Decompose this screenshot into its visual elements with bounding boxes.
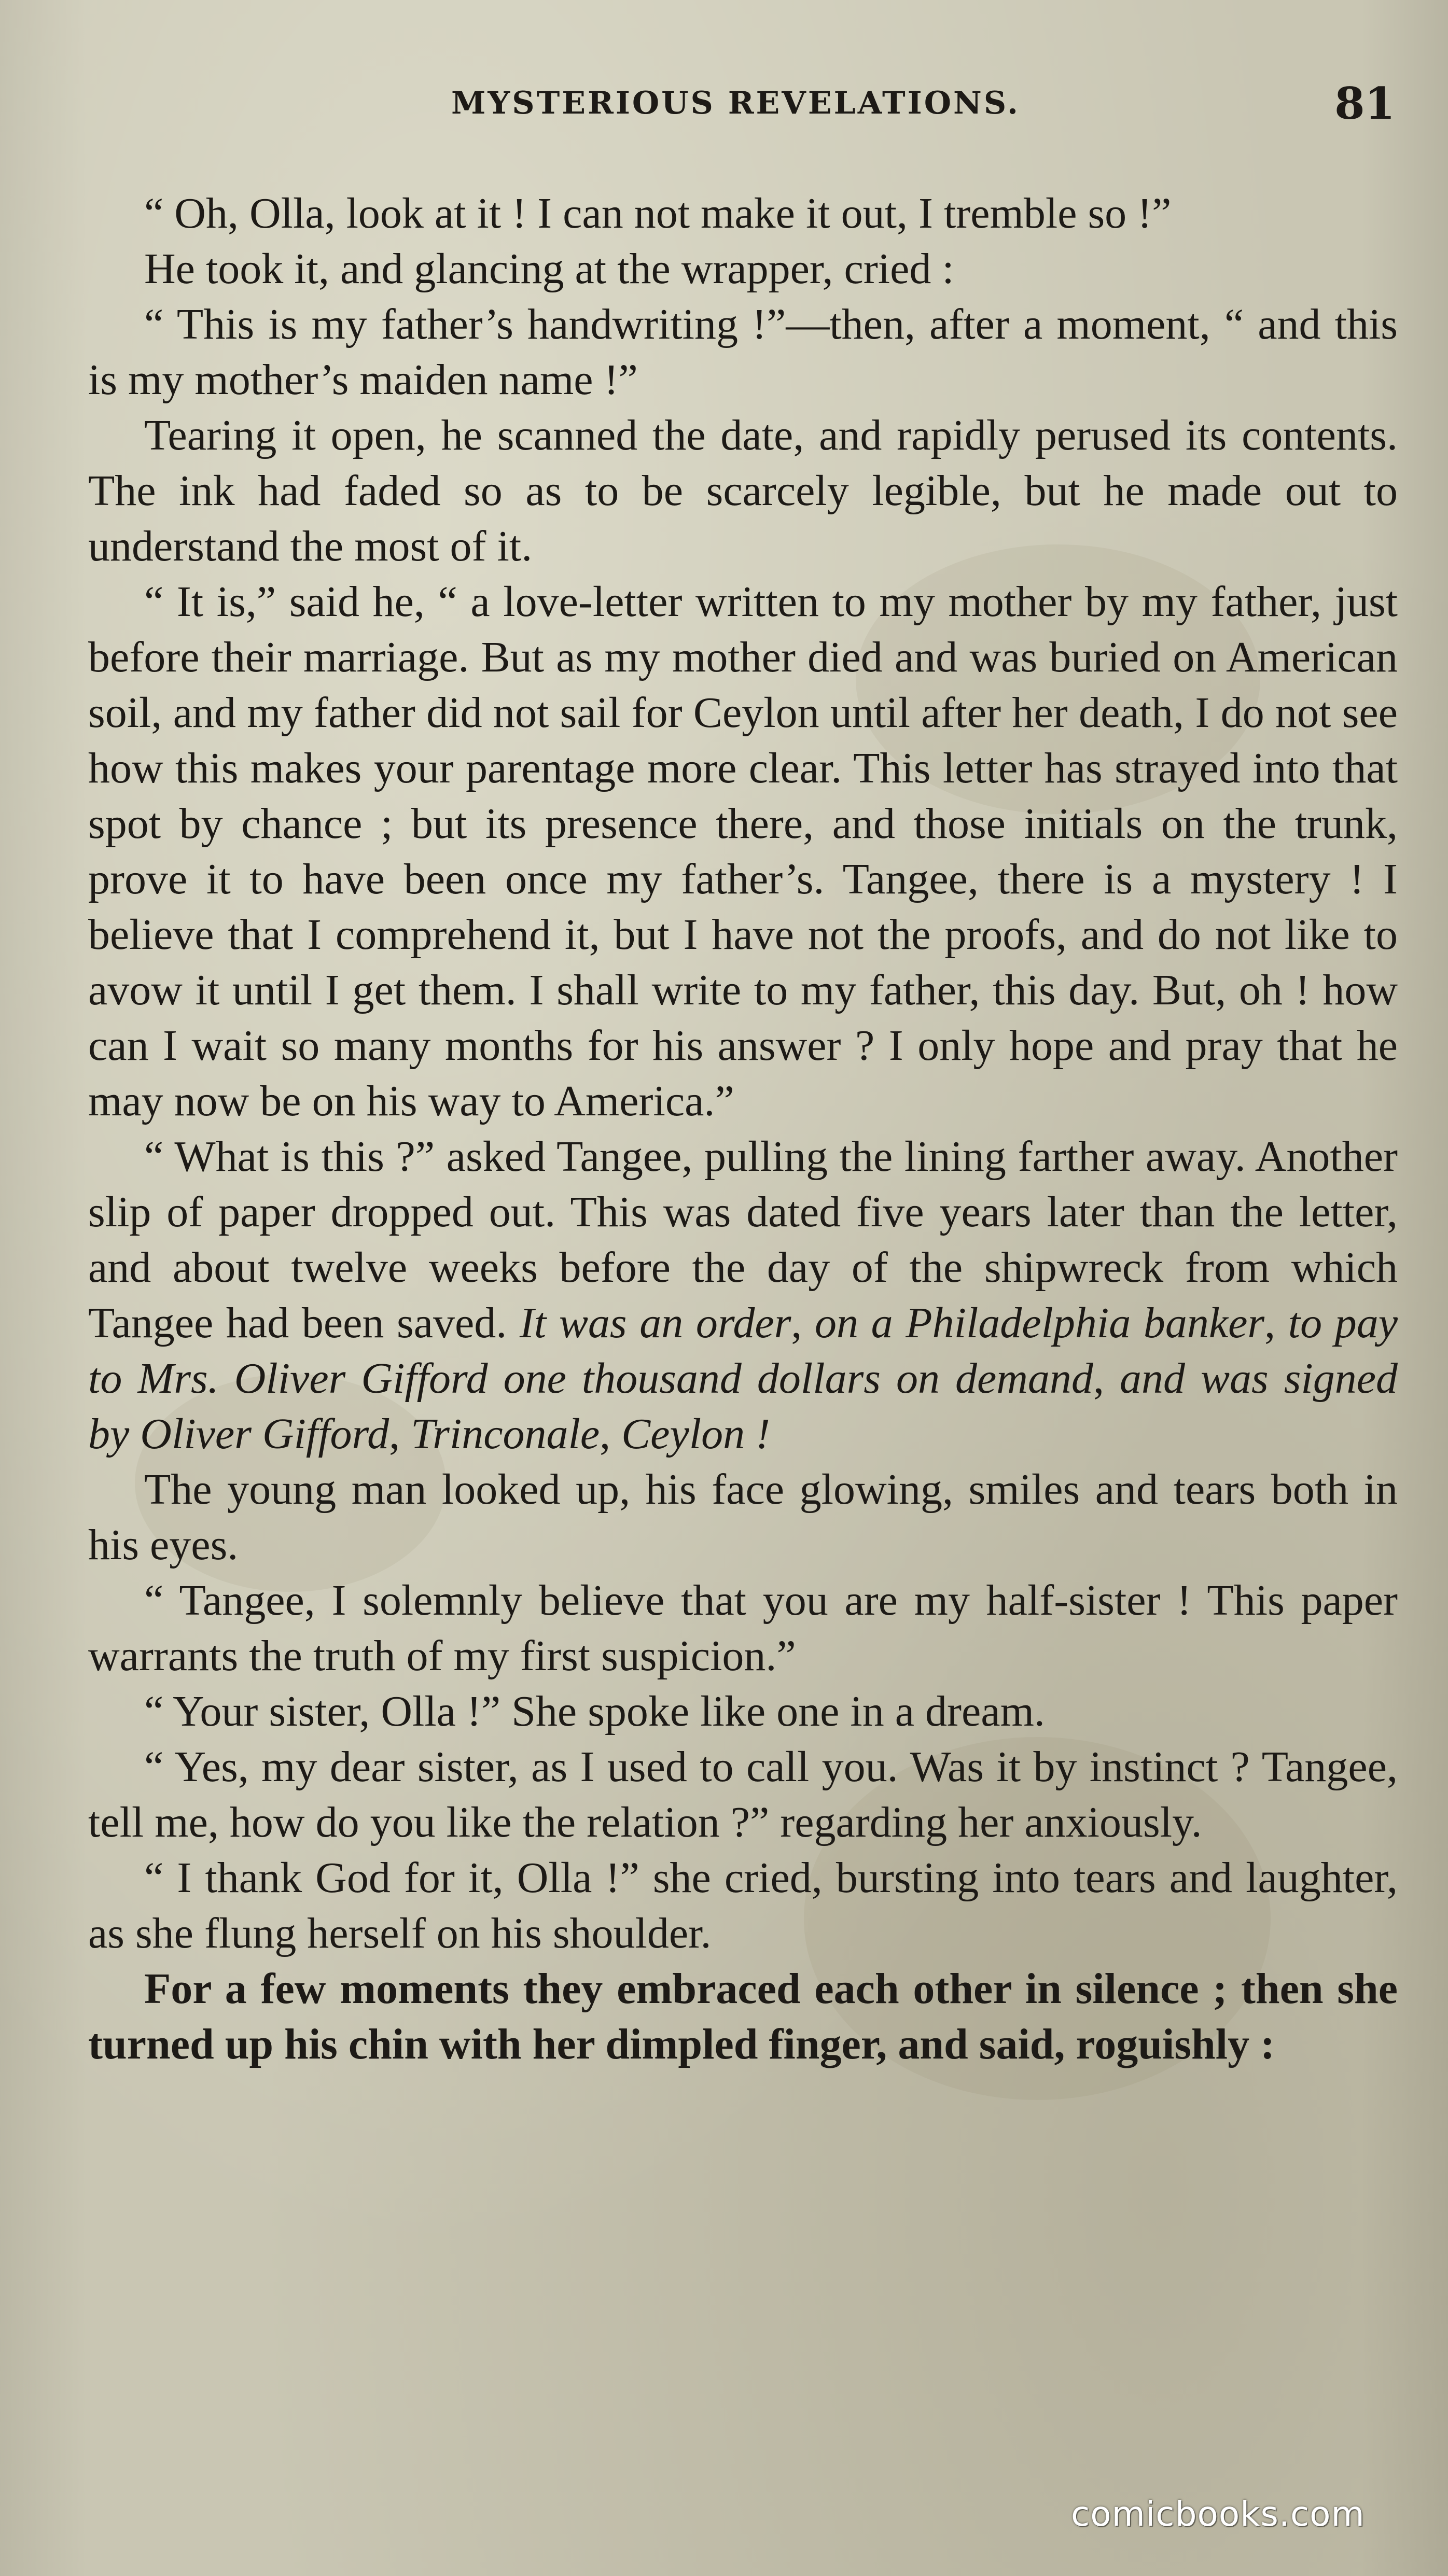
paragraph	[88, 1739, 1398, 1850]
italic-text: and was signed by Oliver Gifford	[88, 1354, 1398, 1458]
paragraph	[88, 408, 1398, 574]
paragraph-text: ,	[600, 1410, 622, 1458]
paragraph	[88, 1129, 1398, 1462]
paragraph-text: The young man looked up, his face glowing, smiles and tears both in his eyes.	[88, 1465, 1398, 1569]
paragraph-text: “ What is this ?” asked Tangee, pulling the lining farther away. Another slip of paper dropped out. This was dated five years later than the letter, and about twelve weeks before the day of the shipwreck from which Tangee had been saved.	[88, 1132, 1398, 1347]
paragraph	[88, 574, 1398, 1129]
paragraph-text: “ Yes, my dear sister, as I used to call you. Was it by instinct ? Tangee, tell me, how do you like the relation ?” regarding her anxiously.	[88, 1743, 1398, 1846]
paragraph-text: He took it, and glancing at the wrapper, cried :	[144, 245, 954, 293]
paragraph	[88, 1850, 1398, 1961]
running-title: MYSTERIOUS REVELATIONS.	[451, 85, 1020, 121]
paragraph-text: ,	[1264, 1299, 1288, 1347]
paragraph-text: “ Oh, Olla, look at it ! I can not make it out, I tremble so !”	[144, 189, 1172, 237]
paragraph	[88, 186, 1398, 241]
paragraph	[88, 241, 1398, 297]
running-head	[88, 78, 1395, 135]
paragraph-text: “ Tangee, I solemnly believe that you are my half-sister ! This paper warrants the truth of my first suspicion.”	[88, 1576, 1398, 1680]
paragraph	[88, 1573, 1398, 1684]
body-text	[88, 186, 1398, 2072]
italic-text: Trinconale	[411, 1410, 600, 1458]
page-number: 81	[1334, 78, 1395, 129]
paragraph-text: “ I thank God for it, Olla !” she cried, bursting into tears and laughter, as she flung herself on his shoulder.	[88, 1854, 1398, 1957]
watermark: comicbooks.com	[1071, 2494, 1365, 2534]
paragraph	[88, 1684, 1398, 1739]
paragraph	[88, 1961, 1398, 2072]
paragraph-text: For a few moments they embraced each other in silence ; then she turned up his chin with her dimpled finger, and said, roguishly :	[88, 1965, 1398, 2068]
italic-text: to pay to Mrs. Oliver Gifford one thousand dollars on demand	[88, 1299, 1398, 1403]
paragraph-text: “ It is,” said he, “ a love-letter written to my mother by my father, just before their marriage. But as my mother died and was buried on American soil, and my father did not sail for Ceylon until after her death, I do not see how this makes your parentage more clear. This letter has strayed into that spot by chance ; but its presence there, and those initials on the trunk, prove it to have been once my father’s. Tangee, there is a mystery ! I believe that I comprehend it, but I have not the proofs, and do not like to avow it until I get them. I shall write to my father, this day. But, oh ! how can I wait so many months for his answer ? I only hope and pray that he may now be on his way to America.”	[88, 578, 1398, 1125]
paragraph	[88, 297, 1398, 408]
italic-text: Ceylon !	[621, 1410, 771, 1458]
italic-text: It was an order	[519, 1299, 791, 1347]
paragraph-text: “ This is my father’s handwriting !”—then, after a moment, “ and this is my mother’s maiden name !”	[88, 300, 1398, 404]
paragraph-text: ,	[389, 1410, 411, 1458]
paragraph	[88, 1462, 1398, 1573]
paragraph-text: “ Your sister, Olla !” She spoke like one in a dream.	[144, 1687, 1045, 1735]
paragraph-text: Tearing it open, he scanned the date, and rapidly perused its contents. The ink had faded so as to be scarcely legible, but he made out to understand the most of it.	[88, 411, 1398, 570]
italic-text: on a Philadelphia banker	[815, 1299, 1265, 1347]
paragraph-text: ,	[791, 1299, 815, 1347]
paragraph-text: ,	[1093, 1354, 1120, 1403]
